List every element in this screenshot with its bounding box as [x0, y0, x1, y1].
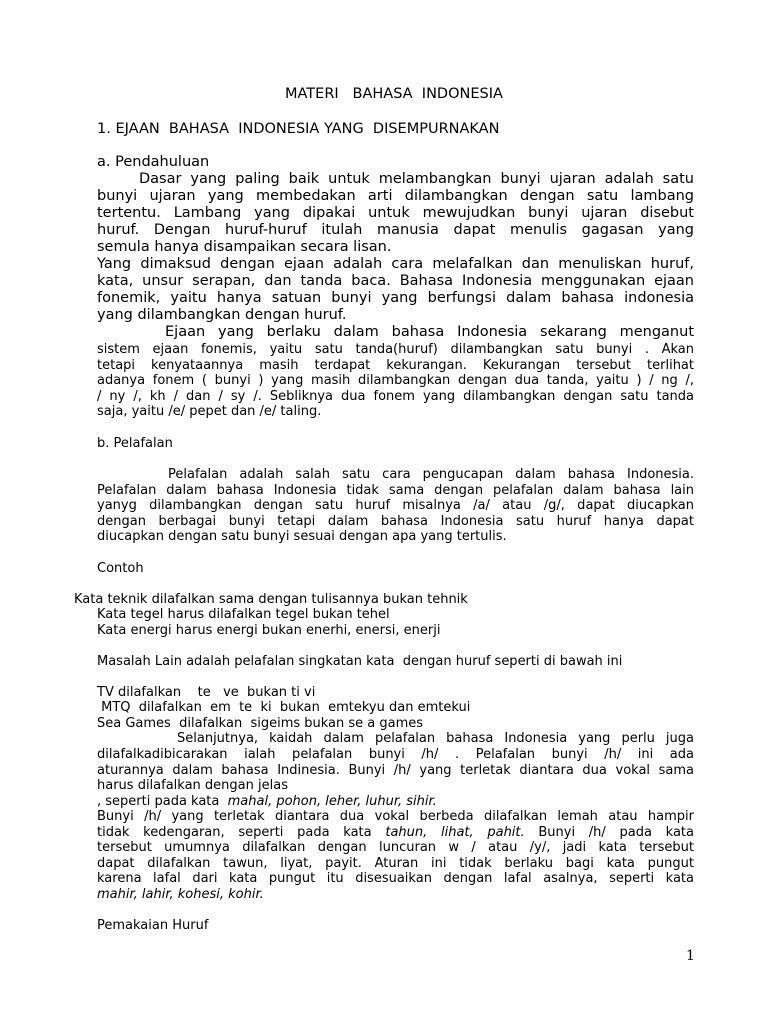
subheading-pemakaian-huruf: Pemakaian Huruf	[97, 918, 209, 933]
paragraph-line: yang dilambangkan dengan huruf.	[97, 307, 347, 323]
page-number: 1	[686, 948, 695, 964]
text-run: , seperti pada kata	[97, 794, 228, 809]
paragraph-line: Selanjutnya, kaidah dalam pelafalan bahasa Indonesia yang perlu juga	[177, 731, 694, 746]
example-line: Kata teknik dilafalkan sama dengan tulisannya bukan tehnik	[74, 592, 468, 607]
paragraph-line: karena lafal dari kata pungut itu disesuaikan dengan lafal asalnya, seperti kata	[97, 871, 694, 886]
paragraph-line: / ny /, kh / dan / sy /. Sebliknya dua fonem yang dilambangkan dengan satu tanda	[97, 389, 694, 404]
paragraph-line: yanyg dilambangkan dengan satu huruf misalnya /a/ atau /g/, dapat diucapkan	[97, 498, 694, 513]
paragraph-line: bunyi ujaran yang membedakan arti dilambangkan dengan satu lambang	[97, 188, 694, 204]
paragraph-line: huruf. Dengan huruf-huruf itulah manusia dapat menulis gagasan yang	[97, 222, 694, 238]
subheading-pendahuluan: a. Pendahuluan	[97, 154, 210, 170]
paragraph-line: Dasar yang paling baik untuk melambangkan bunyi ujaran adalah satu	[139, 171, 694, 187]
italic-example-words: mahir, lahir, kohesi, kohir.	[97, 887, 264, 902]
paragraph-line: tersebut umumnya dilafalkan dengan luncuran w / atau /y/, jadi kata tersebut	[97, 840, 694, 855]
paragraph-line: tertentu. Lambang yang dipakai untuk mewujudkan bunyi ujaran disebut	[97, 205, 694, 221]
abbreviation-line: MTQ dilafalkan em te ki bukan emtekyu dan emtekui	[97, 700, 471, 715]
paragraph-line: fonemik, yaitu hanya satuan bunyi yang berfungsi dalam bahasa indonesia	[97, 290, 694, 306]
paragraph-line: tetapi kenyataannya masih terdapat kekurangan. Kekurangan tersebut terlihat	[97, 358, 694, 373]
paragraph-line	[97, 826, 694, 839]
paragraph-line: adanya fonem ( bunyi ) yang masih dilambangkan dengan dua tanda, yaitu ) / ng /,	[97, 373, 694, 388]
paragraph-line: Masalah Lain adalah pelafalan singkatan kata dengan huruf seperti di bawah ini	[97, 654, 623, 669]
paragraph-line: Pelafalan dalam bahasa Indonesia tidak sama dengan pelafalan dalam bahasa lain	[97, 483, 694, 498]
page-title: MATERI BAHASA INDONESIA	[285, 86, 503, 102]
section-heading: 1. EJAAN BAHASA INDONESIA YANG DISEMPURNAKAN	[97, 121, 500, 137]
paragraph-line: kata, unsur serapan, dan tanda baca. Bahasa Indonesia menggunakan ejaan	[97, 273, 694, 289]
paragraph-line: dilafalkadibicarakan ialah pelafalan bunyi /h/ . Pelafalan bunyi /h/ ini ada	[97, 747, 694, 762]
paragraph-line: sistem ejaan fonemis, yaitu satu tanda(huruf) dilambangkan satu bunyi . Akan	[97, 342, 694, 357]
paragraph-line	[97, 888, 264, 901]
paragraph-line: Ejaan yang berlaku dalam bahasa Indonesia sekarang menganut	[165, 324, 694, 340]
paragraph-line: Pelafalan adalah salah satu cara pengucapan dalam bahasa Indonesia.	[168, 467, 694, 482]
paragraph-line: harus dilafalkan dengan jelas	[97, 778, 288, 793]
subheading-pelafalan: b. Pelafalan	[97, 436, 173, 451]
paragraph-line: saja, yaitu /e/ pepet dan /e/ taling.	[97, 404, 322, 419]
label-contoh: Contoh	[97, 561, 144, 576]
text-run: Bunyi /h/ pada kata	[524, 825, 694, 840]
example-line: Kata energi harus energi bukan enerhi, enersi, enerji	[97, 623, 441, 638]
paragraph-line: diucapkan dengan satu bunyi sesuai dengan apa yang tertulis.	[97, 529, 507, 544]
paragraph-line: semula hanya disampaikan secara lisan.	[97, 239, 392, 255]
abbreviation-line: TV dilafalkan te ve bukan ti vi	[97, 685, 316, 700]
italic-example-words: mahal, pohon, leher, luhur, sihir.	[227, 794, 437, 809]
paragraph-line: dengan berbagai bunyi tetapi dalam bahasa Indonesia satu huruf hanya dapat	[97, 514, 694, 529]
italic-example-words: tahun, lihat, pahit.	[385, 825, 525, 840]
example-line: Kata tegel harus dilafalkan tegel bukan tehel	[97, 607, 390, 622]
paragraph-line	[97, 795, 437, 808]
paragraph-line: dapat dilafalkan tawun, liyat, payit. Aturan ini tidak berlaku bagi kata pungut	[97, 856, 694, 871]
text-run: tidak kedengaran, seperti pada kata	[97, 825, 386, 840]
paragraph-line: aturannya dalam bahasa Indinesia. Bunyi /h/ yang terletak diantara dua vokal sama	[97, 763, 694, 778]
paragraph-line: Bunyi /h/ yang terletak diantara dua vokal berbeda dilafalkan lemah atau hampir	[97, 809, 694, 824]
paragraph-line: Yang dimaksud dengan ejaan adalah cara melafalkan dan menuliskan huruf,	[97, 256, 694, 272]
abbreviation-line: Sea Games dilafalkan sigeims bukan se a games	[97, 716, 424, 731]
